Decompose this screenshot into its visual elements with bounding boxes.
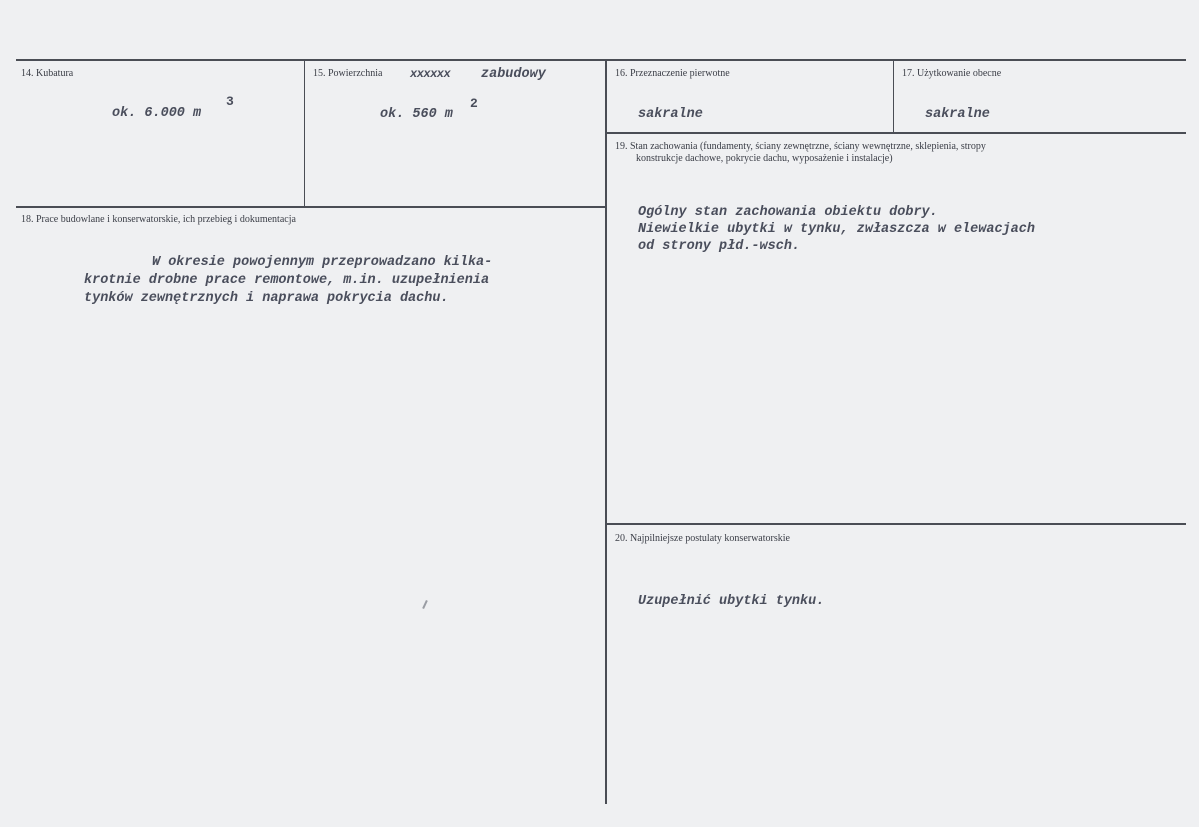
field-18-line-2: krotnie drobne prace remontowe, m.in. uzupełnienia — [84, 273, 490, 288]
field-18-line-1: W okresie powojennym przeprowadzano kilka- — [152, 255, 493, 270]
field-14-value: ok. 6.000 m — [112, 106, 202, 121]
vertical-divider-16-17 — [893, 61, 894, 133]
field-19-line-3: od strony płd.-wsch. — [638, 239, 801, 254]
field-15-label: 15. Powierzchnia — [313, 68, 383, 79]
field-15-label-typed: zabudowy — [481, 67, 546, 82]
rule-under-14-15 — [16, 206, 605, 208]
field-15-superscript: 2 — [470, 96, 478, 111]
field-19-label-line-1: 19. Stan zachowania (fundamenty, ściany zewnętrzne, ściany wewnętrzne, sklepienia, stropy — [615, 141, 986, 152]
field-15-value: ok. 560 m — [380, 107, 453, 122]
pencil-mark — [422, 600, 428, 609]
top-rule — [16, 59, 1186, 61]
field-18-line-3: tynków zewnętrznych i naprawa pokrycia dachu. — [84, 291, 449, 306]
field-20-label: 20. Najpilniejsze postulaty konserwatorskie — [615, 533, 790, 544]
field-17-value: sakralne — [925, 107, 990, 122]
rule-above-20 — [607, 523, 1186, 525]
vertical-divider-14-15 — [304, 61, 305, 207]
vertical-divider-main — [605, 59, 607, 804]
field-18-label: 18. Prace budowlane i konserwatorskie, ich przebieg i dokumentacja — [21, 214, 296, 225]
rule-under-16-17 — [607, 132, 1186, 134]
field-20-value: Uzupełnić ubytki tynku. — [638, 594, 825, 609]
field-19-line-1: Ogólny stan zachowania obiektu dobry. — [638, 205, 938, 220]
field-14-label: 14. Kubatura — [21, 68, 74, 79]
field-15-struck-word: xxxxxx — [410, 67, 451, 81]
field-19-label-line-2: konstrukcje dachowe, pokrycie dachu, wyposażenie i instalacje) — [636, 153, 893, 164]
field-19-line-2: Niewielkie ubytki w tynku, zwłaszcza w elewacjach — [638, 222, 1035, 237]
field-16-value: sakralne — [638, 107, 703, 122]
field-17-label: 17. Użytkowanie obecne — [902, 68, 1002, 79]
field-16-label: 16. Przeznaczenie pierwotne — [615, 68, 730, 79]
field-14-superscript: 3 — [226, 94, 234, 109]
